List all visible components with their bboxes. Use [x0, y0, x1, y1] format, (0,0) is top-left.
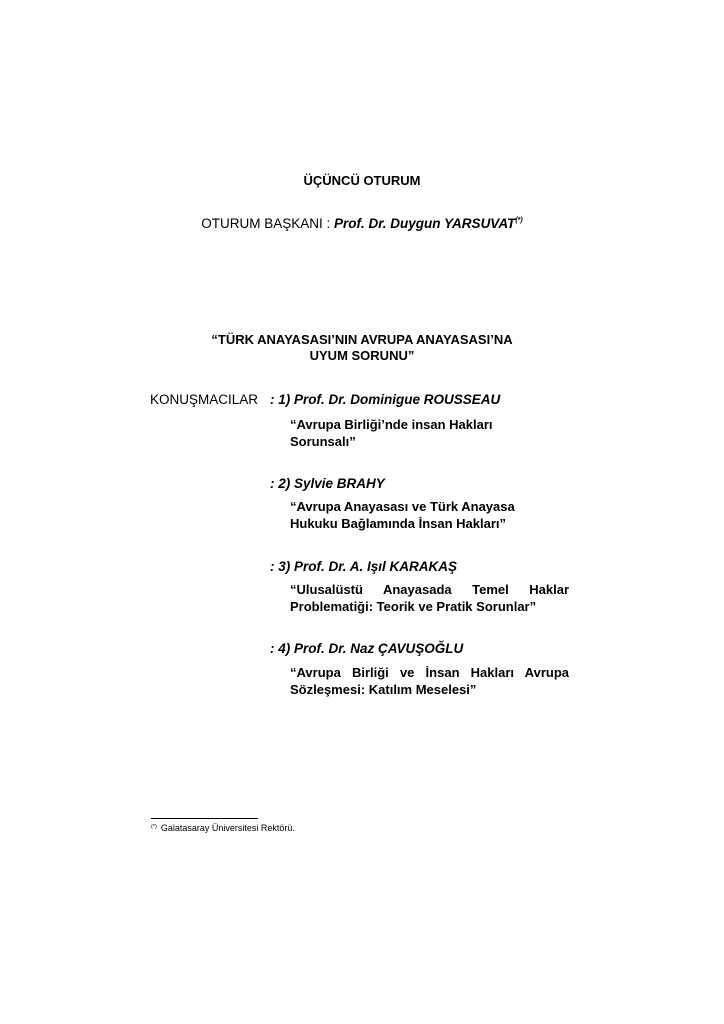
speaker-4-talk-title-line-2: Sözleşmesi: Katılım Meselesi”	[290, 682, 477, 697]
speaker-1-name: : 1) Prof. Dr. Dominigue ROUSSEAU	[270, 392, 501, 407]
panel-title-line-2: UYUM SORUNU”	[309, 348, 415, 363]
speaker-2-talk-title-line-1: “Avrupa Anayasası ve Türk Anayasa	[290, 499, 515, 514]
chair-name: Prof. Dr. Duygun YARSUVAT	[334, 216, 516, 231]
speaker-2-talk-title	[290, 498, 569, 532]
speaker-4-talk-title-line-1: “Avrupa Birliği ve İnsan Hakları Avrupa	[290, 665, 569, 680]
chair-footnote-marker: (*)	[515, 217, 523, 224]
speaker-2-name: : 2) Sylvie BRAHY	[270, 476, 385, 491]
speaker-1-talk-title	[290, 416, 569, 450]
session-heading: ÜÇÜNCÜ OTURUM	[303, 173, 421, 188]
speaker-3-talk-title-line-2: Problematiği: Teorik ve Pratik Sorunlar”	[290, 599, 537, 614]
speaker-1-talk-title-line-1: “Avrupa Birliği’nde insan Hakları	[290, 417, 493, 432]
footnote-text: Galatasaray Üniversitesi Rektörü.	[160, 823, 295, 833]
speaker-3-talk-title-line-1: “Ulusalüstü Anayasada Temel Haklar	[290, 582, 569, 597]
speaker-4-talk-title	[290, 664, 569, 698]
footnote	[151, 823, 295, 833]
chair-label: OTURUM BAŞKANI :	[201, 216, 335, 231]
footnote-marker: (*)	[151, 824, 157, 830]
speaker-2-talk-title-line-2: Hukuku Bağlamında İnsan Hakları”	[290, 516, 507, 531]
speaker-3-talk-title	[290, 581, 569, 615]
footnote-separator	[151, 818, 258, 819]
panel-title-line-1: “TÜRK ANAYASASI’NIN AVRUPA ANAYASASI’NA	[211, 332, 513, 347]
speaker-1-talk-title-line-2: Sorunsalı”	[290, 434, 356, 449]
speaker-3-name: : 3) Prof. Dr. A. Işıl KARAKAŞ	[270, 559, 458, 574]
speakers-label: KONUŞMACILAR	[150, 392, 259, 407]
speaker-4-name: : 4) Prof. Dr. Naz ÇAVUŞOĞLU	[270, 641, 464, 656]
session-chair	[0, 216, 724, 231]
